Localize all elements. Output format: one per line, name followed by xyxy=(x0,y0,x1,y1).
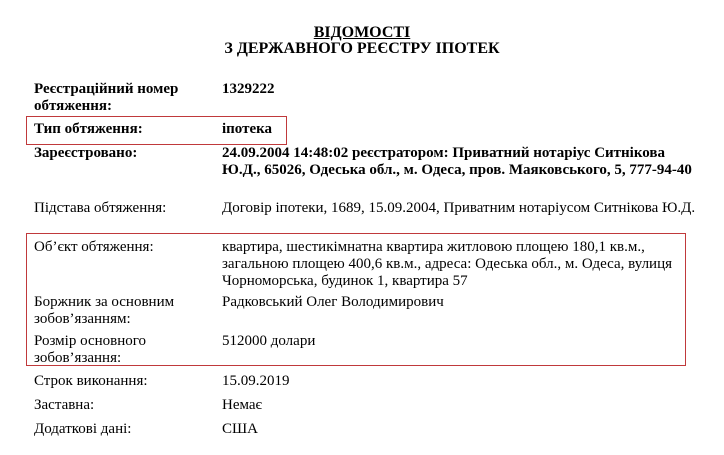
value-registration-number: 1329222 xyxy=(222,81,275,97)
label-term: Строк виконання: xyxy=(34,373,148,389)
value-basis: Договір іпотеки, 1689, 15.09.2004, Приватним нотаріусом Ситнікова Ю.Д. xyxy=(222,200,696,216)
value-encumbrance-type: іпотека xyxy=(222,121,273,137)
value-obligation-amount: 512000 долари xyxy=(222,333,316,349)
value-registered: 24.09.2004 14:48:02 реєстратором: Приватний нотаріус Ситнікова Ю.Д., 65026, Одеська обл., м. Одеса, пров. Маяковського, 5, 777-94-40 xyxy=(222,145,692,178)
value-object: квартира, шестикімнатна квартира житловою площею 180,1 кв.м., загальною площею 400,6 кв.м., адреса: Одеська обл., м. Одеса, вулиця Чорноморська, будинок 1, квартира 57 xyxy=(222,239,673,289)
value-term: 15.09.2019 xyxy=(222,373,290,389)
label-registered: Зареєстровано: xyxy=(34,145,138,161)
label-mortgage-note: Заставна: xyxy=(34,397,95,413)
value-debtor: Радковський Олег Володимирович xyxy=(222,294,444,310)
label-debtor: Боржник за основним зобов’язанням: xyxy=(34,294,175,327)
label-encumbrance-type: Тип обтяження: xyxy=(34,121,143,137)
document-title-line2: З ДЕРЖАВНОГО РЕЄСТРУ ІПОТЕК xyxy=(224,40,500,57)
value-additional-data: США xyxy=(222,421,258,437)
label-object: Об’єкт обтяження: xyxy=(34,239,154,255)
value-mortgage-note: Немає xyxy=(222,397,262,413)
label-additional-data: Додаткові дані: xyxy=(34,421,132,437)
label-basis: Підстава обтяження: xyxy=(34,200,167,216)
label-obligation-amount: Розмір основного зобов’язання: xyxy=(34,333,147,366)
label-registration-number: Реєстраційний номер обтяження: xyxy=(34,81,179,114)
document-title-line1: ВІДОМОСТІ xyxy=(313,24,411,41)
